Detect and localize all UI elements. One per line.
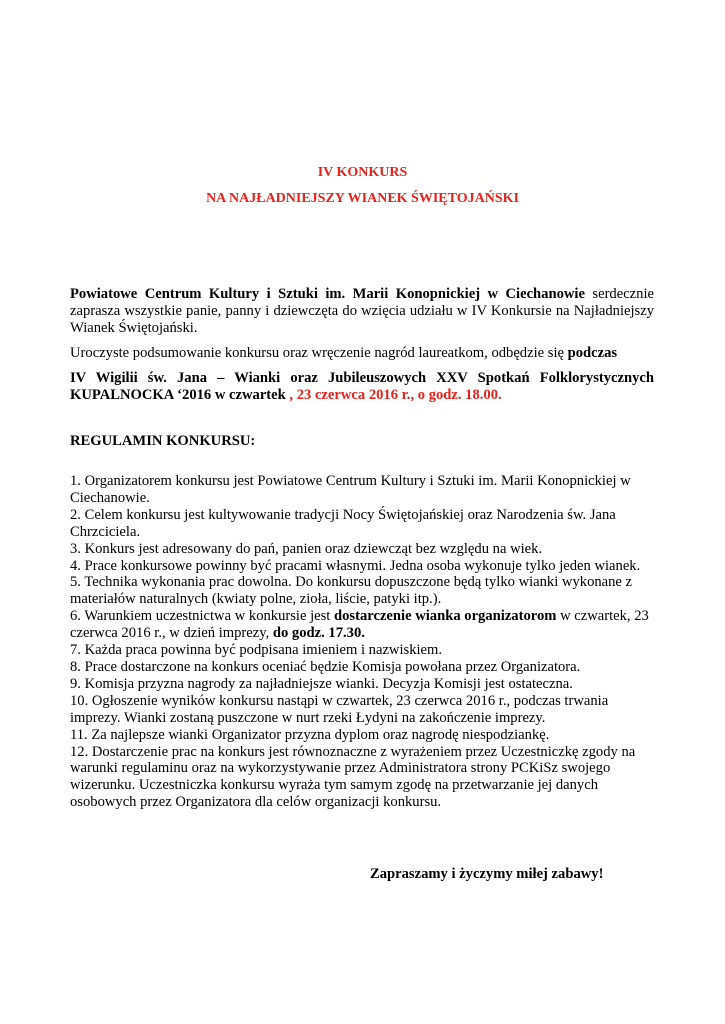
rule-item: 12. Dostarczenie prac na konkurs jest równoznaczne z wyrażeniem przez Uczestniczkę zgody na warunki regulaminu oraz na wykorzystywanie przez Administratora strony PCKiSz swojego wizerunku. Uczestniczka konkursu wyraża tym samym zgodę na przetwarzanie jej danych osobowych przez Organizatora dla celów organizacji konkursu. [70,743,636,811]
event-name: IV Wigilii św. Jana – Wianki oraz Jubileuszowych XXV Spotkań Folklorystycznych KUPALNOCKA ‘2016 w czwartek [70,370,654,403]
rule-item: 5. Technika wykonania prac dowolna. Do konkursu dopuszczone będą tylko wianki wykonane z materiałów naturalnych (kwiaty polne, zioła, liście, patyki itp.). [70,574,633,608]
rule-item: 2. Celem konkursu jest kultywowanie tradycji Nocy Świętojańskiej oraz Narodzenia św. Jana Chrzciciela. [70,506,616,540]
rule-item: 11. Za najlepsze wianki Organizator przyzna dyplom oraz nagrodę niespodziankę. [70,726,550,743]
rule-item [70,608,654,642]
rule6-bold-b: do godz. 17.30. [272,625,365,642]
rule6-text-a: 6. Warunkiem uczestnictwa w konkursie jest [70,608,335,625]
closing-line: Zapraszamy i życzymy miłej zabawy! [370,866,604,882]
rule-item: 1. Organizatorem konkursu jest Powiatowe Centrum Kultury i Sztuki im. Marii Konopnickiej w Ciechanowie. [70,473,631,506]
summary-paragraph [70,345,654,362]
summary-bold: podczas [567,345,618,361]
regulations-list [70,473,654,811]
event-paragraph [70,370,654,404]
intro-paragraph [70,286,654,337]
regulations-heading: REGULAMIN KONKURSU: [70,433,256,449]
rule-item: 9. Komisja przyzna nagrody za najładniejsze wianki. Decyzja Komisji jest ostateczna. [70,675,573,692]
summary-text: Uroczyste podsumowanie konkursu oraz wręczenie nagród laureatkom, odbędzie się [70,345,568,361]
intro-text: serdecznie zaprasza wszystkie panie, panny i dziewczęta do wzięcia udziału w IV Konkursie na Najładniejszy Wianek Świętojański. [70,286,654,336]
rule-item: 4. Prace konkursowe powinny być pracami własnymi. Jedna osoba wykonuje tylko jeden wianek. [70,557,641,574]
document-title-line-2: NA NAJŁADNIEJSZY WIANEK ŚWIĘTOJAŃSKI [206,191,519,206]
document-title-line-1: IV KONKURS [317,165,408,180]
rule6-text-b: w czwartek, 23 czerwca 2016 r., w dzień imprezy, [70,608,649,642]
event-date: , 23 czerwca 2016 r., o godz. 18.00. [285,387,502,403]
rule-item: 7. Każda praca powinna być podpisana imieniem i nazwiskiem. [70,642,443,659]
rule-item: 8. Prace dostarczone na konkurs oceniać będzie Komisja powołana przez Organizatora. [70,658,581,675]
rule-item: 10. Ogłoszenie wyników konkursu nastąpi w czwartek, 23 czerwca 2016 r., podczas trwania imprezy. Wianki zostaną puszczone w nurt rzeki Łydyni na zakończenie imprezy. [70,692,609,726]
rule-item: 3. Konkurs jest adresowany do pań, panien oraz dziewcząt bez względu na wiek. [70,540,543,557]
organizer-name: Powiatowe Centrum Kultury i Sztuki im. Marii Konopnickiej w Ciechanowie [70,286,585,302]
rule6-bold-a: dostarczenie wianka organizatorom [334,608,557,625]
